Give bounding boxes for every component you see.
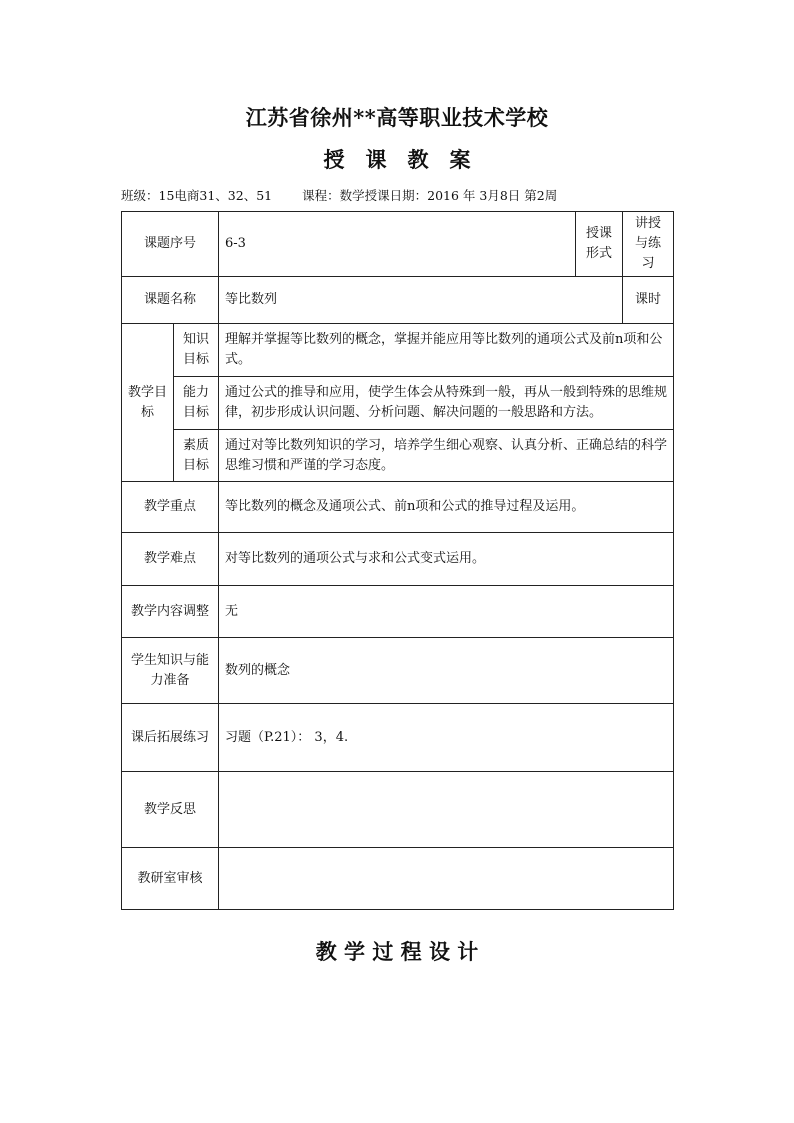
table-row: [122, 638, 674, 704]
homework-label: 课后拓展练习: [122, 704, 219, 772]
key-points-text: 等比数列的概念及通项公式、前n项和公式的推导过程及运用。: [219, 482, 674, 533]
teaching-reflection-text: [219, 772, 674, 848]
homework-text: 习题（P.21）： 3，4.: [219, 704, 674, 772]
student-preparation-label: 学生知识与能力准备: [122, 638, 219, 704]
content-adjustment-text: 无: [219, 586, 674, 638]
teaching-goals-label: 教学目标: [122, 324, 174, 482]
table-row: [122, 377, 674, 430]
ability-goal-text: 通过公式的推导和应用，使学生体会从特殊到一般，再从一般到特殊的思维规律，初步形成认识问题、分析问题、解决问题的一般思路和方法。: [219, 377, 674, 430]
class-info: 班级：15电商31、32、51: [121, 188, 273, 203]
table-row: [122, 324, 674, 377]
key-points-label: 教学重点: [122, 482, 219, 533]
content-adjustment-label: 教学内容调整: [122, 586, 219, 638]
topic-seq-value: 6-3: [219, 212, 576, 277]
topic-seq-label: 课题序号: [122, 212, 219, 277]
student-preparation-text: 数列的概念: [219, 638, 674, 704]
difficult-points-label: 教学难点: [122, 533, 219, 586]
table-row: [122, 772, 674, 848]
knowledge-goal-text: 理解并掌握等比数列的概念，掌握并能应用等比数列的通项公式及前n项和公式。: [219, 324, 674, 377]
lesson-plan-table: [121, 211, 674, 910]
teaching-form-value: 讲授与练习: [623, 212, 674, 277]
office-review-text: [219, 848, 674, 910]
topic-name-value: 等比数列: [219, 277, 623, 324]
document-title: 授 课 教 案: [323, 147, 471, 172]
office-review-label: 教研室审核: [122, 848, 219, 910]
ability-goal-label: 能力目标: [174, 377, 219, 430]
knowledge-goal-label: 知识目标: [174, 324, 219, 377]
school-title: 江苏省徐州**高等职业技术学校: [245, 105, 549, 130]
meta-line: [121, 186, 557, 204]
teaching-reflection-label: 教学反思: [122, 772, 219, 848]
table-row: [122, 430, 674, 482]
section-title: 教 学 过 程 设 计: [315, 939, 479, 964]
difficult-points-text: 对等比数列的通项公式与求和公式变式运用。: [219, 533, 674, 586]
table-row: [122, 212, 674, 277]
table-row: [122, 277, 674, 324]
topic-name-label: 课题名称: [122, 277, 219, 324]
table-row: [122, 533, 674, 586]
quality-goal-label: 素质目标: [174, 430, 219, 482]
quality-goal-text: 通过对等比数列知识的学习，培养学生细心观察、认真分析、正确总结的科学思维习惯和严谨的学习态度。: [219, 430, 674, 482]
table-row: [122, 482, 674, 533]
teaching-form-label: 授课形式: [576, 212, 623, 277]
course-info: 课程：数学授课日期：2016 年 3月8日 第2周: [302, 188, 558, 203]
table-row: [122, 586, 674, 638]
table-row: [122, 704, 674, 772]
class-hours-label: 课时: [623, 277, 674, 324]
table-row: [122, 848, 674, 910]
